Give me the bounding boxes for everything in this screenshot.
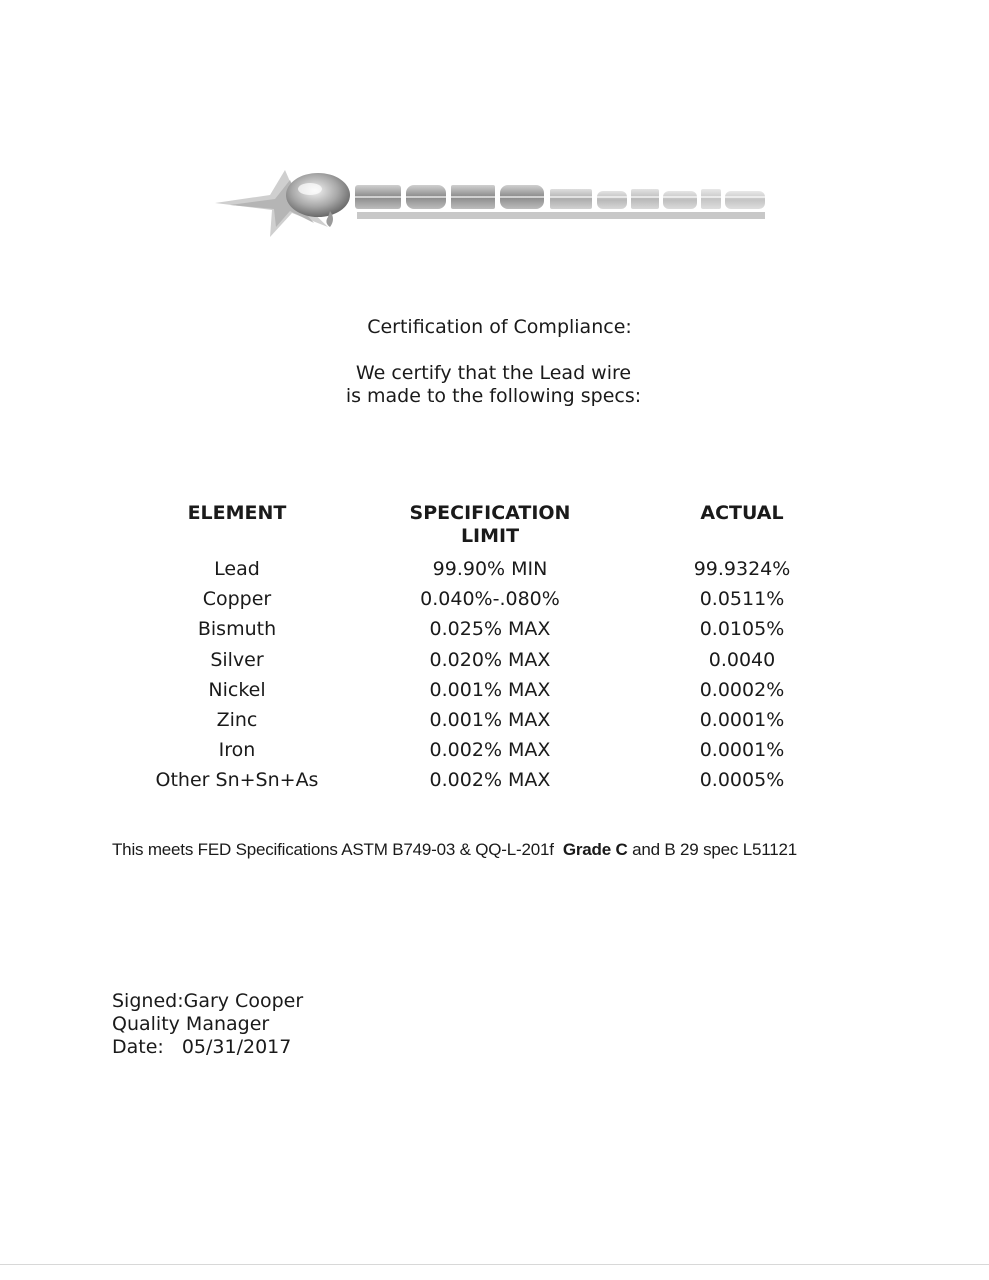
actual-cell: 0.0040: [708, 648, 776, 671]
actual-cell: 0.0001%: [699, 739, 785, 762]
actual-cell: 0.0511%: [699, 588, 785, 611]
scan-edge-line: [0, 1264, 989, 1265]
table-row: [0, 765, 989, 795]
spec-cell: 0.002% MAX: [429, 769, 551, 792]
element-header: ELEMENT: [187, 502, 287, 524]
table-row: [0, 614, 989, 644]
actual-cell: 0.0005%: [699, 769, 785, 792]
actual-cell: 0.0001%: [699, 708, 785, 731]
element-cell: Silver: [210, 648, 264, 671]
table-row: [0, 675, 989, 705]
intro-text: [0, 362, 989, 408]
specs-rows: [0, 554, 989, 796]
date-value: 05/31/2017: [181, 1036, 292, 1058]
element-cell: Other Sn+Sn+As: [155, 769, 319, 792]
actual-cell: 0.0002%: [699, 678, 785, 701]
element-cell: Nickel: [208, 678, 266, 701]
page-title: Certification of Compliance:: [367, 316, 632, 338]
logo-graphic: [210, 165, 770, 240]
actual-header: ACTUAL: [700, 502, 784, 524]
signed-line: Signed:Gary Cooper: [112, 990, 304, 1012]
spec-cell: 0.025% MAX: [429, 618, 551, 641]
grade-text: Grade C: [562, 840, 628, 859]
table-row: [0, 735, 989, 765]
spec-cell: 0.001% MAX: [429, 708, 551, 731]
element-cell: Iron: [218, 739, 256, 762]
spec-compliance-note: This meets FED Specifications ASTM B749-03 & QQ-L-201f Grade C and B 29 spec L51121: [112, 840, 797, 859]
spec-cell: 0.002% MAX: [429, 739, 551, 762]
spec-cell: 0.040%-.080%: [420, 588, 560, 611]
logo-tagline: [357, 212, 765, 219]
element-cell: Copper: [202, 588, 272, 611]
intro-line-1: We certify that the Lead wire: [355, 362, 632, 384]
actual-cell: 0.0105%: [699, 618, 785, 641]
spec-cell: 99.90% MIN: [432, 558, 548, 580]
specification-limit-header: SPECIFICATION LIMIT: [409, 502, 571, 547]
table-row: [0, 584, 989, 614]
element-cell: Zinc: [216, 708, 258, 731]
signature-block: [112, 990, 303, 1059]
actual-cell: 99.9324%: [693, 558, 791, 580]
rotometals-logo: [210, 165, 770, 240]
spec-cell: 0.001% MAX: [429, 678, 551, 701]
element-cell: Lead: [214, 558, 260, 580]
table-row: [0, 705, 989, 735]
intro-line-2: is made to the following specs:: [345, 385, 642, 407]
table-row: [0, 645, 989, 675]
signer-role: Quality Manager: [112, 1013, 270, 1035]
spec-cell: 0.020% MAX: [429, 648, 551, 671]
table-row: [0, 554, 989, 584]
signer-name: Gary Cooper: [183, 990, 304, 1012]
date-line: Date: 05/31/2017: [112, 1036, 292, 1058]
sphere-icon: [286, 173, 350, 217]
element-cell: Bismuth: [197, 618, 277, 641]
